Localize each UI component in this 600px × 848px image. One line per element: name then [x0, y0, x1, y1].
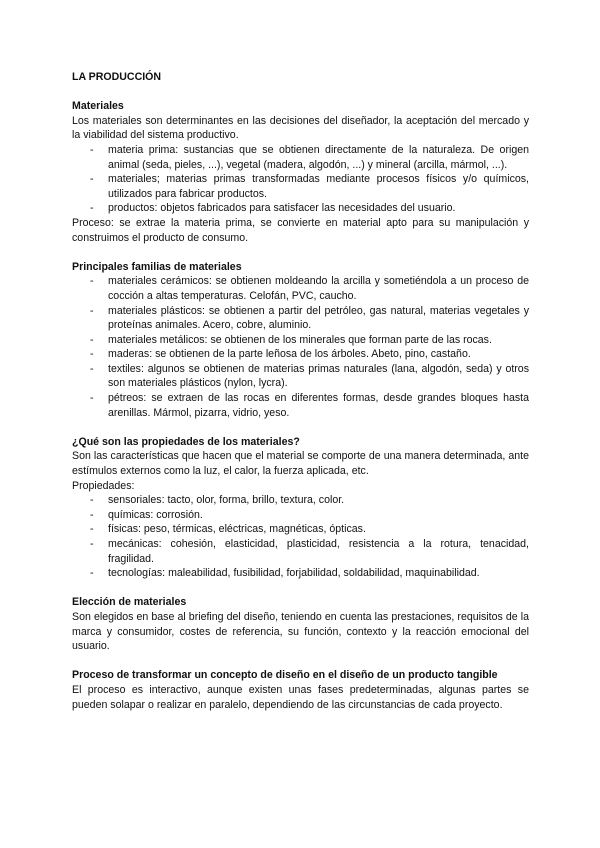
document-title: LA PRODUCCIÓN — [72, 71, 162, 83]
section-eleccion — [72, 595, 529, 653]
section-propiedades — [72, 435, 529, 581]
list-item: - textiles: algunos se obtienen de materias primas naturales (lana, algodón, seda) y otros son materiales plásticos (nylon, lycra). — [72, 362, 529, 391]
proceso-transformar-text: El proceso es interactivo, aunque existen unas fases predeterminadas, algunas partes se pueden solapar o realizar en paralelo, dependiendo de las circunstancias de cada proyecto. — [72, 683, 529, 711]
propiedades-list — [72, 493, 529, 581]
document-page — [72, 70, 529, 727]
list-item: - materiales plásticos: se obtienen a partir del petróleo, gas natural, materias vegetales y proteínas animales. Acero, cobre, aluminio. — [72, 304, 529, 333]
list-item: - tecnologías: maleabilidad, fusibilidad, forjabilidad, soldabilidad, maquinabilidad. — [72, 566, 529, 581]
list-item: - químicas: corrosión. — [72, 508, 529, 523]
familias-list — [72, 274, 529, 420]
materiales-intro: Los materiales son determinantes en las decisiones del diseñador, la aceptación del mercado y la viabilidad del sistema productivo. — [72, 114, 529, 142]
list-item: - sensoriales: tacto, olor, forma, brillo, textura, color. — [72, 493, 529, 508]
section-familias — [72, 260, 529, 421]
section-heading-eleccion: Elección de materiales — [72, 596, 187, 609]
section-heading-familias: Principales familias de materiales — [72, 260, 242, 273]
list-item: - materiales cerámicos: se obtienen moldeando la arcilla y sometiéndola a un proceso de cocción a altas temperaturas. Celofán, PVC, caucho. — [72, 274, 529, 303]
materiales-proceso: Proceso: se extrae la materia prima, se convierte en material apto para su manipulación y construimos el producto de consumo. — [72, 216, 529, 244]
section-heading-proceso-transformar: Proceso de transformar un concepto de diseño en el diseño de un producto tangible — [72, 669, 498, 682]
list-item: - físicas: peso, térmicas, eléctricas, magnéticas, ópticas. — [72, 522, 529, 537]
materiales-list — [72, 143, 529, 216]
propiedades-label: Propiedades: — [72, 479, 135, 492]
eleccion-text: Son elegidos en base al briefing del diseño, teniendo en cuenta las prestaciones, requisitos de la marca y consumidor, costes de referencia, su función, contexto y la reacción emocional del usuario. — [72, 610, 529, 653]
list-item: - materiales; materias primas transformadas mediante procesos físicos y/o químicos, utilizados para fabricar productos. — [72, 172, 529, 201]
propiedades-intro: Son las características que hacen que el material se comporte de una manera determinada, ante estímulos externos como la luz, el calor, la fuerza aplicada, etc. — [72, 450, 529, 478]
list-item: - materiales metálicos: se obtienen de los minerales que forman parte de las rocas. — [72, 333, 529, 348]
section-heading-materiales: Materiales — [72, 100, 124, 113]
list-item: - productos: objetos fabricados para satisfacer las necesidades del usuario. — [72, 201, 529, 216]
section-materiales — [72, 99, 529, 245]
list-item: - mecánicas: cohesión, elasticidad, plasticidad, resistencia a la rotura, tenacidad, fragilidad. — [72, 537, 529, 566]
list-item: - maderas: se obtienen de la parte leñosa de los árboles. Abeto, pino, castaño. — [72, 347, 529, 362]
list-item: - materia prima: sustancias que se obtienen directamente de la naturaleza. De origen animal (seda, pieles, ...), vegetal (madera, algodón, ...) y mineral (arcilla, mármol, ...). — [72, 143, 529, 172]
section-heading-propiedades: ¿Qué son las propiedades de los materiales? — [72, 435, 300, 448]
list-item: - pétreos: se extraen de las rocas en diferentes formas, desde grandes bloques hasta arenillas. Mármol, pizarra, vidrio, yeso. — [72, 391, 529, 420]
section-proceso-transformar — [72, 668, 529, 712]
